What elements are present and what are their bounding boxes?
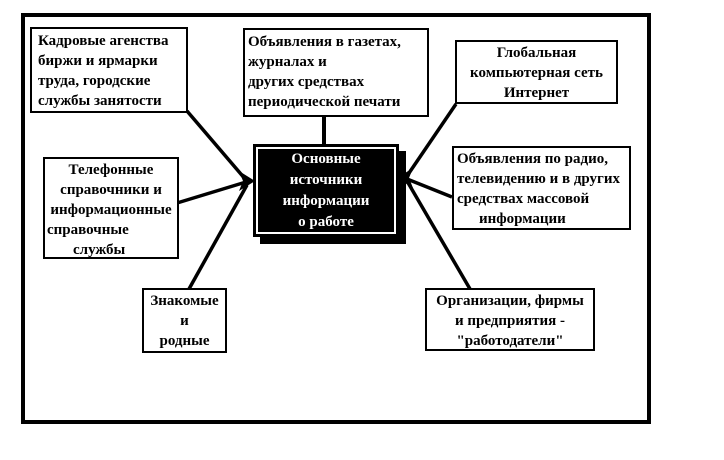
text-line: родные (159, 333, 210, 349)
node-radio (452, 146, 631, 230)
node-internet (455, 40, 618, 104)
text-line: телевидению и в других (457, 171, 621, 187)
text-line: службы (73, 242, 126, 258)
text-line: журналах и (248, 54, 327, 70)
text-line: информации (282, 193, 370, 209)
text-line: информационные (50, 202, 172, 218)
text-line: биржи и ярмарки (38, 53, 158, 69)
edge-phone-center (177, 182, 246, 203)
text-line: Основные (291, 151, 361, 167)
text-line: Телефонные (68, 162, 154, 178)
text-line: труда, городские (38, 73, 151, 89)
text-line: и предприятия - (454, 313, 566, 329)
text-line: справочники и (60, 182, 162, 198)
text-line: службы занятости (38, 93, 162, 109)
edge-agencies-center (187, 111, 246, 180)
text-line: Объявления в газетах, (248, 34, 401, 50)
node-friends (142, 288, 227, 353)
text-line: источники (289, 172, 363, 188)
text-line: Объявления по радио, (457, 151, 608, 167)
text-line: и (180, 313, 189, 329)
node-center-main-sources (253, 144, 399, 237)
text-line: Глобальная (496, 45, 577, 61)
text-line: Организации, фирмы (436, 293, 584, 309)
text-line: о работе (298, 214, 354, 230)
text-line: информации (479, 211, 566, 227)
text-line: справочные (47, 222, 129, 238)
text-line: Знакомые (150, 293, 219, 309)
node-employers (425, 288, 595, 351)
text-line: других средствах (248, 74, 365, 90)
text-line: Кадровые агенства (38, 33, 169, 49)
text-line: средствах массовой (457, 191, 590, 207)
text-line: "работодатели" (456, 333, 564, 349)
node-newspapers (243, 28, 429, 117)
node-phone (43, 157, 179, 259)
text-line: периодической печати (248, 94, 401, 110)
text-line: Интернет (503, 85, 570, 101)
edge-friends-center (189, 185, 247, 289)
text-line: компьютерная сеть (470, 65, 603, 81)
arrowhead-right-icon (397, 168, 413, 188)
node-agencies (30, 27, 188, 113)
